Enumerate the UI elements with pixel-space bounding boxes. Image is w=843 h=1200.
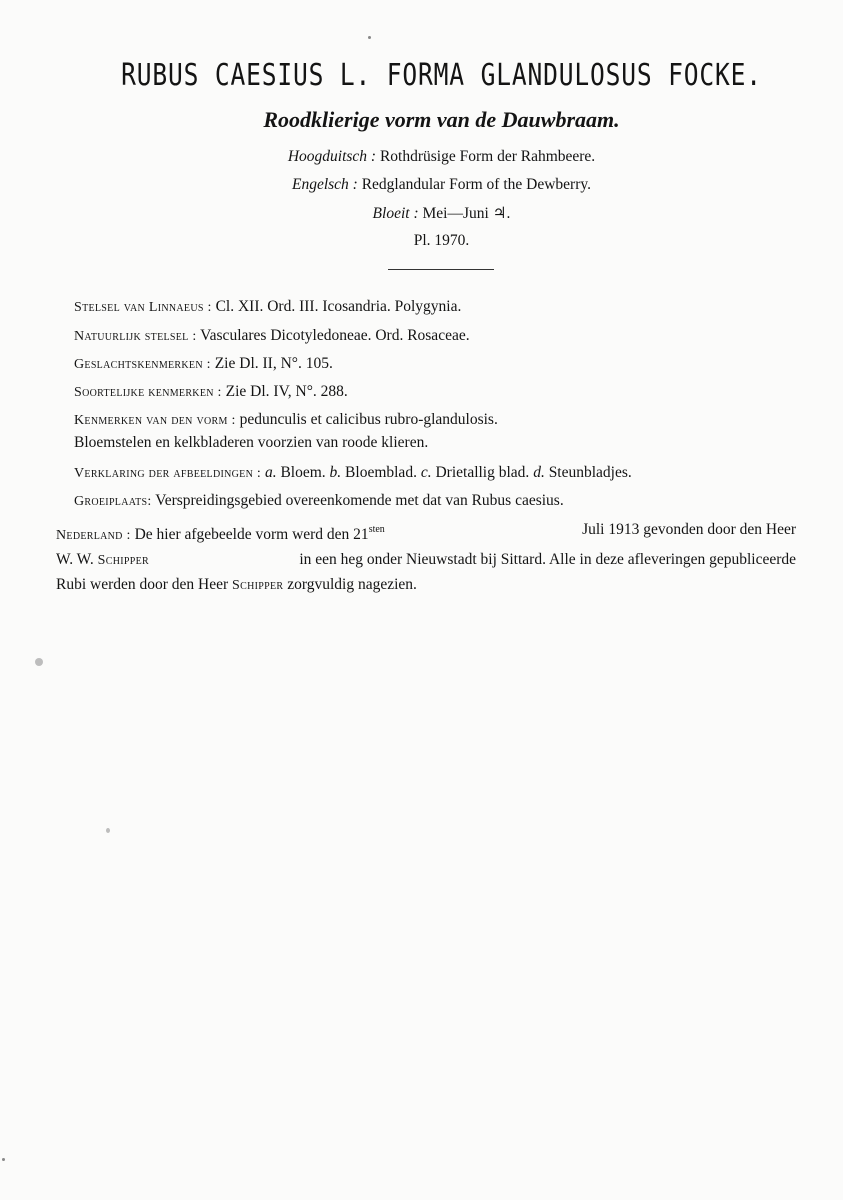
geslacht-value: Zie Dl. II, N°. 105. [214, 355, 333, 372]
bloom-line [40, 204, 843, 223]
nederland-sup: sten [368, 524, 385, 535]
nederland-line-3-start: Rubi werden door den Heer [56, 576, 229, 593]
key-d: d. [533, 464, 545, 481]
scan-speck [368, 36, 371, 39]
key-b: b. [329, 464, 342, 481]
groeiplaats-label: Groeiplaats: [74, 494, 152, 509]
key-c-text: Drietallig blad. [435, 464, 530, 481]
natuurlijk-value: Vasculares Dicotyledoneae. Ord. Rosaceae. [200, 327, 470, 344]
english-label: Engelsch : [291, 176, 358, 193]
soortelijke-kenmerken [74, 383, 794, 401]
schipper-name: Schipper [97, 553, 149, 568]
nederland-label-group [56, 518, 385, 548]
stelsel-value: Cl. XII. Ord. III. Icosandria. Polygynia. [215, 298, 462, 315]
key-b-text: Bloemblad. [345, 464, 417, 481]
nederland-text-2: Juli 1913 gevonden door den Heer [582, 521, 796, 538]
english-name-line [40, 176, 843, 194]
natuurlijk-stelsel [74, 327, 794, 345]
natuurlijk-label: Natuurlijk stelsel : [74, 329, 197, 344]
key-d-text: Steunbladjes. [548, 464, 632, 481]
key-a: a. [264, 464, 277, 481]
plate-number: Pl. 1970. [413, 232, 470, 249]
stelsel-label: Stelsel van Linnaeus : [74, 300, 212, 315]
soort-value: Zie Dl. IV, N°. 288. [225, 383, 348, 400]
nederland-paragraph [56, 518, 796, 598]
german-label: Hoogduitsch : [287, 148, 377, 165]
nederland-line-2-rest: in een heg onder Nieuwstadt bij Sittard. Alle in deze afleveringen gepubliceerde [299, 551, 796, 568]
nederland-initials: W. W. [56, 551, 94, 568]
page-title: RUBUS CAESIUS L. FORMA GLANDULOSUS FOCKE. [121, 58, 762, 93]
nederland-line-3-end: zorgvuldig nagezien. [287, 576, 417, 593]
bloom-label: Bloeit : [372, 205, 419, 222]
key-a-text: Bloem. [280, 464, 326, 481]
scan-speck [2, 1158, 5, 1161]
groeiplaats [74, 492, 794, 510]
scan-speck [35, 658, 43, 666]
verklaring-label: Verklaring der afbeeldingen : [74, 466, 262, 481]
groeiplaats-value: Verspreidingsgebied overeenkomende met dat van Rubus caesius. [155, 492, 564, 509]
key-c: c. [420, 464, 432, 481]
german-name-line [40, 148, 843, 166]
divider [388, 269, 494, 270]
english-value: Redglandular Form of the Dewberry. [361, 176, 591, 193]
soort-label: Soortelijke kenmerken : [74, 385, 222, 400]
dutch-name: Roodklierige vorm van de Dauwbraam. [263, 107, 620, 132]
stelsel-linnaeus [74, 298, 794, 316]
german-value: Rothdrüsige Form der Rahmbeere. [379, 148, 596, 165]
nederland-text-1: De hier afgebeelde vorm werd den 21 [134, 526, 369, 543]
scan-speck [106, 828, 110, 833]
kenmerken-vorm-dutch: Bloemstelen en kelkbladeren voorzien van roode klieren. [74, 434, 429, 451]
bloom-value: Mei—Juni ♃. [422, 205, 511, 222]
nederland-line-3 [56, 573, 796, 598]
schipper-name-2: Schipper [232, 578, 284, 593]
nederland-line-2 [56, 548, 796, 573]
kenmerken-vorm [74, 411, 794, 429]
geslacht-label: Geslachtskenmerken : [74, 357, 211, 372]
verklaring-afbeeldingen [74, 464, 794, 482]
nederland-label: Nederland : [56, 528, 131, 543]
nederland-line-2-start [56, 548, 149, 573]
vorm-value: pedunculis et calicibus rubro-glandulosis. [239, 411, 498, 428]
vorm-label: Kenmerken van den vorm : [74, 413, 236, 428]
nederland-line-1 [56, 518, 796, 548]
geslachtskenmerken [74, 355, 794, 373]
